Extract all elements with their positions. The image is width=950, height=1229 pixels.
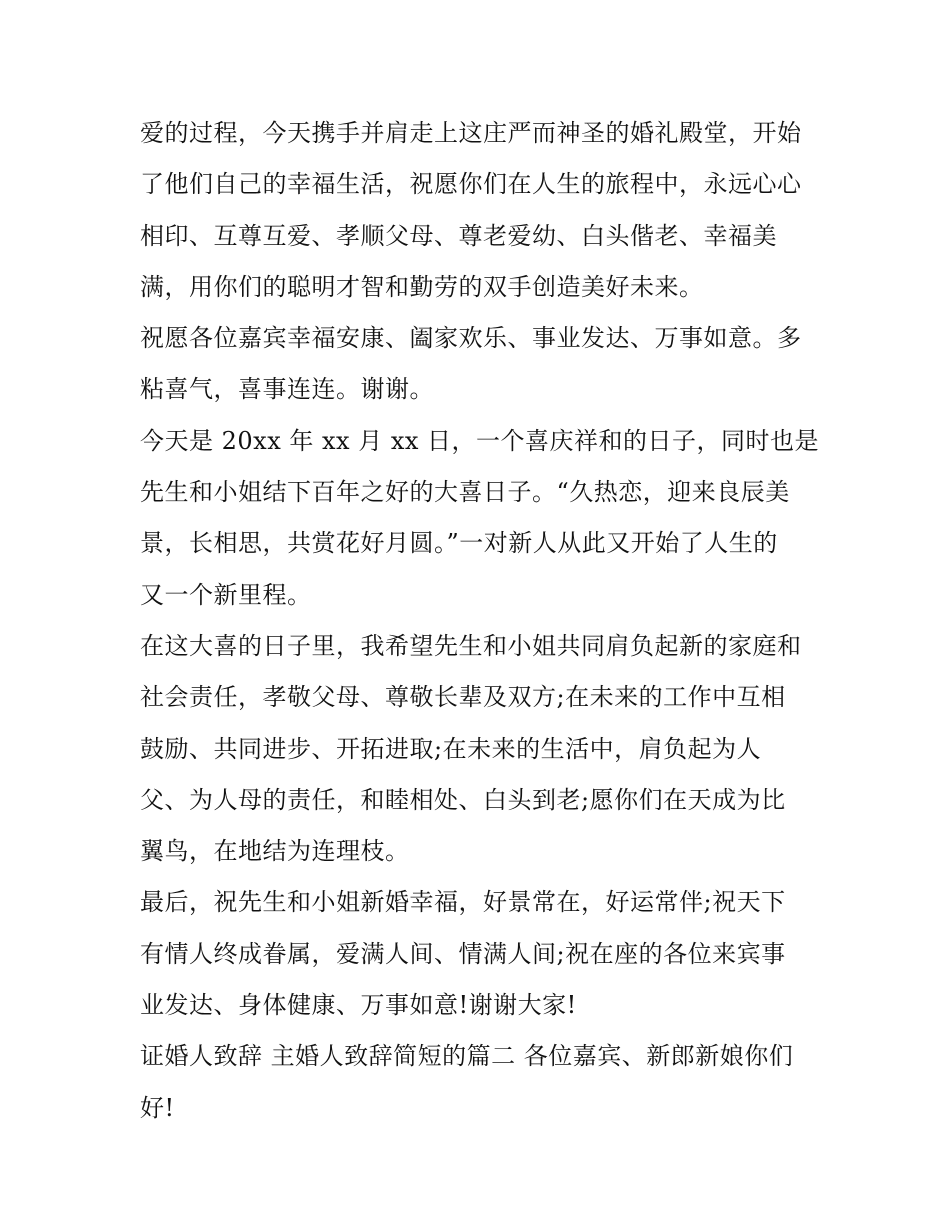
document-body — [140, 108, 820, 1134]
text-line: 粘喜气，喜事连连。谢谢。 — [140, 375, 434, 404]
text-line: 在这大喜的日子里，我希望先生和小姐共同肩负起新的家庭和 — [140, 631, 802, 660]
text-line: 社会责任，孝敬父母、尊敬长辈及双方;在未来的工作中互相 — [140, 683, 786, 712]
text-line: 今天是 20xx 年 xx 月 xx 日，一个喜庆祥和的日子，同时也是 — [140, 426, 820, 455]
text-line: 满，用你们的聪明才智和勤劳的双手创造美好未来。 — [140, 272, 704, 301]
text-line: 爱的过程，今天携手并肩走上这庄严而神圣的婚礼殿堂，开始 — [140, 119, 802, 147]
text-line: 了他们自己的幸福生活，祝愿你们在人生的旅程中，永远心心 — [140, 170, 802, 199]
text-line: 鼓励、共同进步、开拓进取;在未来的生活中，肩负起为人 — [140, 734, 762, 763]
text-line: 好! — [140, 1093, 175, 1122]
text-line: 相印、互尊互爱、孝顺父母、尊老爱幼、白头偕老、幸福美 — [140, 221, 777, 250]
text-line: 翼鸟，在地结为连理枝。 — [140, 837, 410, 866]
text-line: 先生和小姐结下百年之好的大喜日子。“久热恋，迎来良辰美 — [140, 478, 790, 507]
text-line: 证婚人致辞 主婚人致辞简短的篇二 各位嘉宾、新郎新娘你们 — [140, 1042, 794, 1071]
text-line: 最后，祝先生和小姐新婚幸福，好景常在，好运常伴;祝天下 — [140, 888, 786, 917]
text-line: 又一个新里程。 — [140, 580, 312, 609]
text-line: 祝愿各位嘉宾幸福安康、阖家欢乐、事业发达、万事如意。多 — [140, 324, 802, 353]
text-line: 有情人终成眷属，爱满人间、情满人间;祝在座的各位来宾事 — [140, 939, 786, 968]
text-line: 景，长相思，共赏花好月圆。”一对新人从此又开始了人生的 — [140, 529, 778, 558]
text-line: 业发达、身体健康、万事如意!谢谢大家! — [140, 991, 577, 1020]
text-line: 父、为人母的责任，和睦相处、白头到老;愿你们在天成为比 — [140, 785, 786, 814]
